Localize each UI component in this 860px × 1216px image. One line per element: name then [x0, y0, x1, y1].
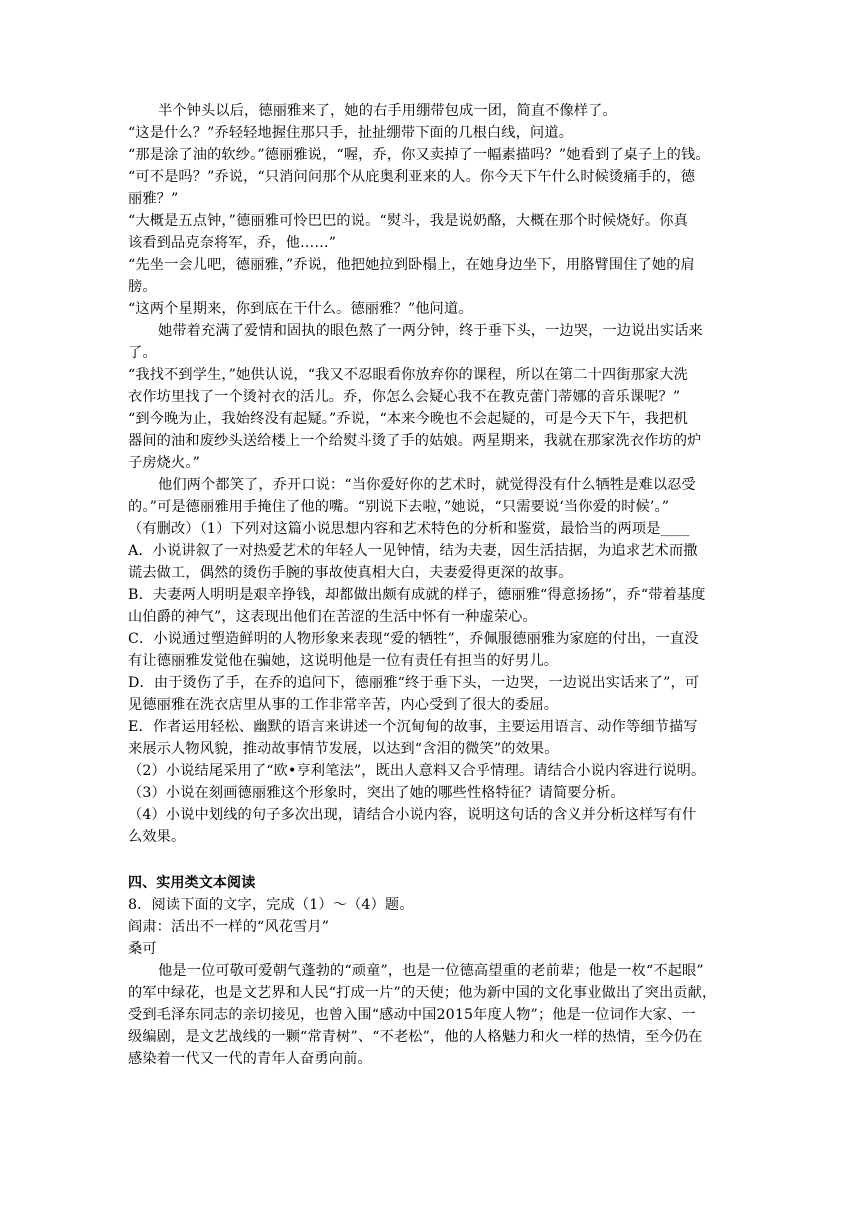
spacer — [128, 848, 750, 872]
section-heading: 四、实用类文本阅读 — [128, 875, 256, 891]
option-d: D．由于烫伤了手，在乔的追问下，德丽雅“终于垂下头，一边哭，一边说出实话来了”，可 — [128, 675, 700, 691]
story-paragraph-cont: 的。”可是德丽雅用手掩住了他的嘴。“别说下去啦，”她说，“只需要说‘当你爱的时候’。” — [128, 499, 670, 515]
article-paragraph: 他是一位可敬可爱朝气蓬勃的“顽童”，也是一位德高望重的老前辈；他是一枚“不起眼” — [158, 963, 704, 979]
option-a-cont: 谎去做工，偶然的烫伤手腕的事故使真相大白，夫妻爱得更深的故事。 — [128, 565, 573, 581]
article-paragraph-cont: 受到毛泽东同志的亲切接见，也曾入围“感动中国2015年度人物”；他是一位词作大家、一 — [128, 1007, 696, 1023]
question-1-stem: （有删改）（1）下列对这篇小说思想内容和艺术特色的分析和鉴赏，最恰当的两项是____ — [128, 521, 690, 537]
question-block — [128, 518, 750, 848]
article-title: 阎肃：活出不一样的“风花雪月” — [128, 919, 330, 935]
story-paragraph-cont: 子房烧火。” — [128, 455, 200, 471]
article-paragraph-cont: 的军中绿花，也是文艺界和人民“打成一片”的天使；他为新中国的文化事业做出了突出贡献， — [128, 985, 717, 1001]
story-paragraph: “那是涂了油的软纱。”德丽雅说，“喔，乔，你又卖掉了一幅素描吗？”她看到了桌子上的钱。 — [128, 147, 710, 163]
option-c: C．小说通过塑造鲜明的人物形象来表现“爱的牺牲”，乔佩服德丽雅为家庭的付出，一直没 — [128, 631, 699, 647]
story-paragraph: “这是什么？”乔轻轻地握住那只手，扯扯绷带下面的几根白线，问道。 — [128, 125, 573, 141]
article-author: 桑可 — [128, 941, 157, 957]
story-excerpt — [128, 100, 750, 518]
option-b: B．夫妻两人明明是艰辛挣钱，却都做出颇有成就的样子，德丽雅“得意扬扬”，乔“带着基度 — [128, 587, 706, 603]
question-4-cont: 么效果。 — [128, 829, 186, 845]
story-paragraph-cont: 丽雅？” — [128, 191, 179, 207]
story-paragraph: 她带着充满了爱情和固执的眼色熬了一两分钟，终于垂下头，一边哭，一边说出实话来 — [158, 323, 703, 339]
question-3: （3）小说在刻画德丽雅这个形象时，突出了她的哪些性格特征？请简要分析。 — [128, 785, 625, 801]
article-paragraph-cont: 感染着一代又一代的青年人奋勇向前。 — [128, 1051, 372, 1067]
section-4 — [128, 872, 750, 1070]
story-paragraph: “我找不到学生，”她供认说，“我又不忍眼看你放弃你的课程，所以在第二十四街那家大洗 — [128, 367, 688, 383]
story-paragraph-cont: 了。 — [128, 345, 157, 361]
question-2: （2）小说结尾采用了“欧•亨利笔法”，既出人意料又合乎情理。请结合小说内容进行说明。 — [128, 763, 706, 779]
option-b-cont: 山伯爵的神气”，这表现出他们在苦涩的生活中怀有一种虚荣心。 — [128, 609, 537, 625]
story-paragraph: 半个钟头以后，德丽雅来了，她的右手用绷带包成一团，简直不像样了。 — [158, 103, 617, 119]
option-c-cont: 有让德丽雅发觉他在骗她，这说明他是一位有责任有担当的好男儿。 — [128, 653, 559, 669]
story-paragraph: “先坐一会儿吧，德丽雅，”乔说，他把她拉到卧榻上，在她身边坐下，用胳臂围住了她的肩 — [128, 257, 695, 273]
story-paragraph: “大概是五点钟，”德丽雅可怜巴巴的说。“熨斗，我是说奶酪，大概在那个时候烧好。你真 — [128, 213, 688, 229]
option-d-cont: 见德丽雅在洗衣店里从事的工作非常辛苦，内心受到了很大的委屈。 — [128, 697, 559, 713]
story-paragraph-cont: 器间的油和废纱头送给楼上一个给熨斗烫了手的姑娘。两星期来，我就在那家洗衣作坊的炉 — [128, 433, 702, 449]
story-paragraph: “这两个星期来，你到底在干什么。德丽雅？”他问道。 — [128, 301, 473, 317]
option-e-cont: 来展示人物风貌，推动故事情节发展，以达到“含泪的微笑”的效果。 — [128, 741, 559, 757]
story-paragraph-cont: 衣作坊里找了一个烫衬衣的活儿。乔，你怎么会疑心我不在教克蕾门蒂娜的音乐课呢？” — [128, 389, 681, 405]
question-8-instruction: 8．阅读下面的文字，完成（1）～（4）题。 — [128, 897, 414, 913]
option-a: A．小说讲叙了一对热爱艺术的年轻人一见钟情，结为夫妻，因生活拮据，为追求艺术而撒 — [128, 543, 698, 559]
option-e: E．作者运用轻松、幽默的语言来讲述一个沉甸甸的故事，主要运用语言、动作等细节描写 — [128, 719, 698, 735]
article-paragraph-cont: 级编剧，是文艺战线的一颗“常青树”、“不老松”，他的人格魅力和火一样的热情，至今仍在 — [128, 1029, 703, 1045]
story-paragraph: “可不是吗？”乔说，“只消问问那个从庇奥利亚来的人。你今天下午什么时候烫痛手的，德 — [128, 169, 696, 185]
story-paragraph: 他们两个都笑了，乔开口说：“当你爱好你的艺术时，就觉得没有什么牺牲是难以忍受 — [158, 477, 696, 493]
story-paragraph-cont: 该看到品克奈将军，乔，他……” — [128, 235, 337, 251]
question-4: （4）小说中划线的句子多次出现，请结合小说内容，说明这句话的含义并分析这样写有什 — [128, 807, 697, 823]
story-paragraph-cont: 膀。 — [128, 279, 157, 295]
story-paragraph: “到今晚为止，我始终没有起疑。”乔说，“本来今晚也不会起疑的，可是今天下午，我把机 — [128, 411, 688, 427]
